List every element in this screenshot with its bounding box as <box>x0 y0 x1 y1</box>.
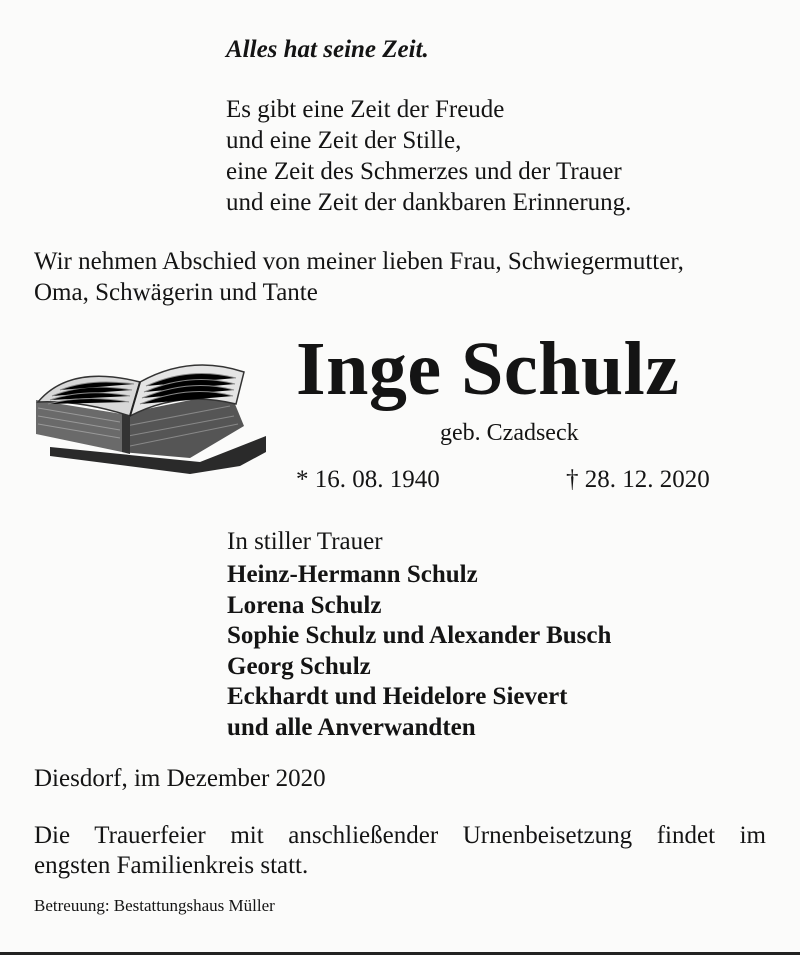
intro-line: Oma, Schwägerin und Tante <box>34 279 318 306</box>
open-book-icon <box>30 352 270 482</box>
mourner-name: Heinz-Hermann Schulz <box>227 561 478 588</box>
mourners-list <box>227 560 611 743</box>
poem-title: Alles hat seine Zeit. <box>226 36 429 63</box>
poem-line: Es gibt eine Zeit der Freude <box>226 96 505 123</box>
ceremony-line: Die Trauerfeier mit anschließender Urnenbeisetzung findet im <box>34 822 766 849</box>
birth-date: * 16. 08. 1940 <box>296 466 440 493</box>
maiden-name: geb. Czadseck <box>440 420 579 446</box>
mourner-name: und alle Anverwandten <box>227 713 476 741</box>
mourner-name: Georg Schulz <box>227 652 371 680</box>
farewell-intro <box>34 246 684 308</box>
death-date: † 28. 12. 2020 <box>566 466 710 493</box>
intro-line: Wir nehmen Abschied von meiner lieben Frau, Schwiegermutter, <box>34 248 684 275</box>
mourner-name: Sophie Schulz und Alexander Busch <box>227 622 612 649</box>
poem-verse <box>226 94 631 218</box>
place-date: Diesdorf, im Dezember 2020 <box>34 765 326 792</box>
mourner-name: Eckhardt und Heidelore Sievert <box>227 683 568 710</box>
undertaker-credit: Betreuung: Bestattungshaus Müller <box>34 896 275 915</box>
poem-line: eine Zeit des Schmerzes und der Trauer <box>226 158 622 185</box>
deceased-name: Inge Schulz <box>296 327 680 411</box>
ceremony-info <box>34 821 766 881</box>
poem-line: und eine Zeit der dankbaren Erinnerung. <box>226 189 632 216</box>
ceremony-line: engsten Familienkreis statt. <box>34 852 309 879</box>
mourning-label: In stiller Trauer <box>227 528 383 555</box>
poem-line: und eine Zeit der Stille, <box>226 127 462 154</box>
mourner-name: Lorena Schulz <box>227 591 382 619</box>
